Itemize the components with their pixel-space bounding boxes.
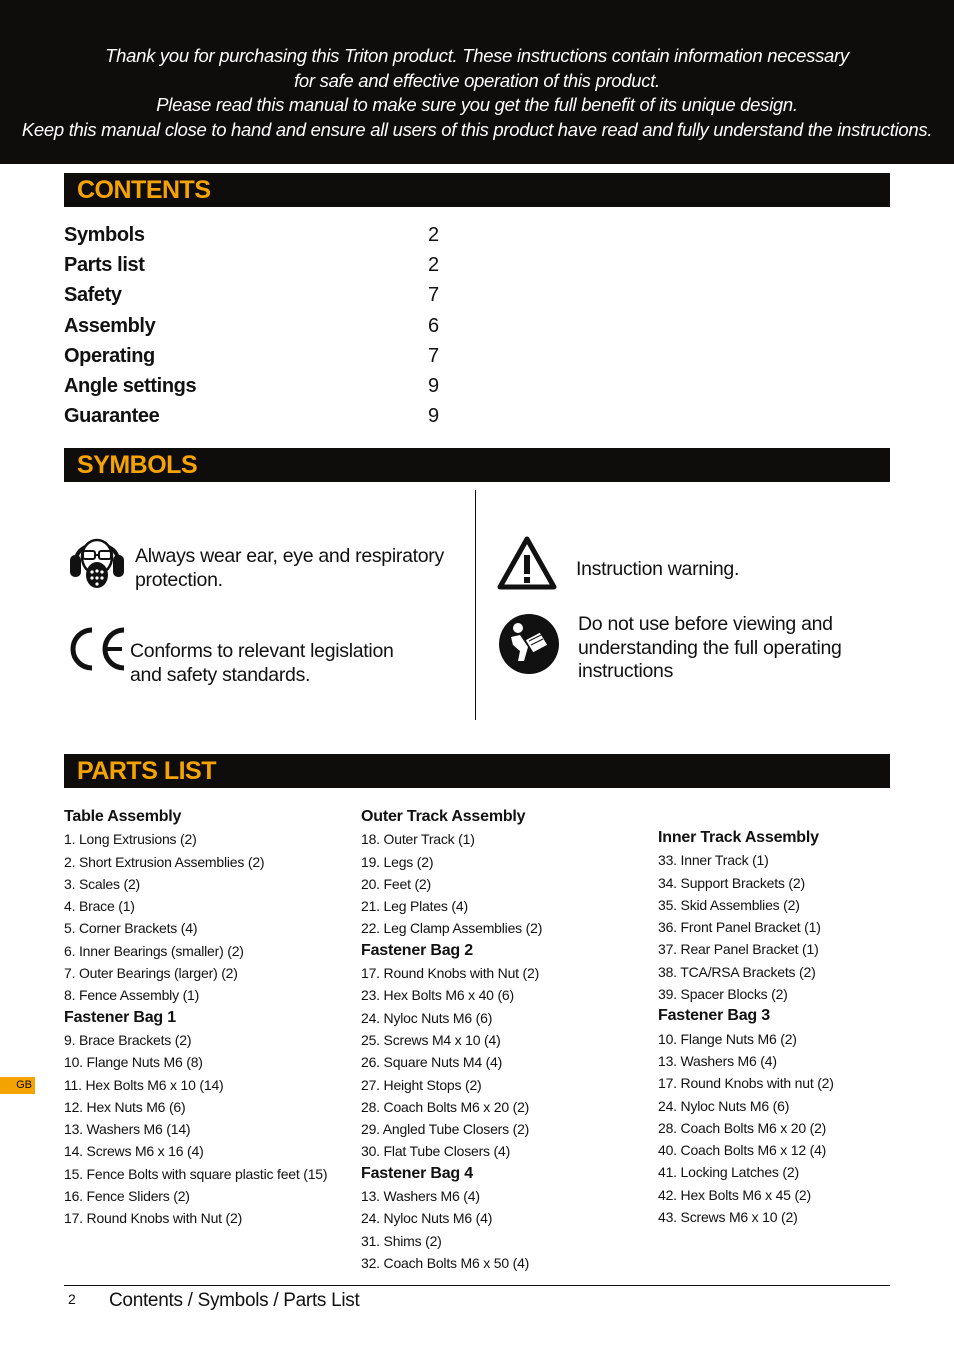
parts-item: 31. Shims (2)	[361, 1232, 442, 1249]
parts-item: 40. Coach Bolts M6 x 12 (4)	[658, 1142, 827, 1159]
parts-item: 12. Hex Nuts M6 (6)	[64, 1098, 186, 1115]
parts-item: 13. Washers M6 (4)	[658, 1052, 777, 1069]
contents-item[interactable]	[64, 250, 444, 280]
contents-item-label: Angle settings	[64, 374, 197, 397]
parts-item: 35. Skid Assemblies (2)	[658, 896, 800, 913]
parts-item: 16. Fence Sliders (2)	[64, 1188, 190, 1205]
contents-item-page: 2	[428, 224, 440, 246]
parts-item: 11. Hex Bolts M6 x 10 (14)	[64, 1076, 224, 1093]
parts-column-2	[361, 806, 641, 1274]
symbols-heading: SYMBOLS	[64, 448, 890, 482]
parts-item: 21. Leg Plates (4)	[361, 898, 468, 915]
intro-line: Please read this manual to make sure you get the full benefit of its unique design.	[156, 94, 798, 116]
contents-item-page: 7	[428, 344, 440, 367]
parts-item: 32. Coach Bolts M6 x 50 (4)	[361, 1254, 530, 1271]
ce-mark-icon	[66, 626, 128, 672]
contents-item-label: Parts list	[64, 254, 145, 277]
contents-item[interactable]	[64, 401, 444, 431]
contents-item[interactable]	[64, 341, 444, 371]
intro-line: Keep this manual close to hand and ensure all users of this product have read and fully understand the instructions.	[21, 118, 933, 140]
parts-heading: PARTS LIST	[64, 754, 890, 788]
parts-item: 26. Square Nuts M4 (4)	[361, 1054, 503, 1071]
parts-item: 15. Fence Bolts with square plastic feet (15)	[64, 1165, 328, 1182]
parts-item: 17. Round Knobs with nut (2)	[658, 1075, 834, 1092]
ce-text: Conforms to relevant legislation and safety standards.	[130, 640, 394, 686]
parts-item: 17. Round Knobs with Nut (2)	[361, 965, 540, 982]
contents-list	[64, 220, 444, 431]
parts-group-heading: Outer Track Assembly	[361, 808, 526, 825]
parts-item: 24. Nyloc Nuts M6 (6)	[361, 1009, 493, 1026]
parts-group-heading: Fastener Bag 4	[361, 1164, 473, 1182]
parts-item: 19. Legs (2)	[361, 853, 434, 870]
warning-triangle-icon	[496, 535, 558, 591]
parts-item: 43. Screws M6 x 10 (2)	[658, 1209, 798, 1226]
parts-item: 22. Leg Clamp Assemblies (2)	[361, 920, 543, 937]
parts-group-heading: Fastener Bag 3	[658, 1007, 770, 1025]
contents-item-label: Guarantee	[64, 405, 160, 428]
protection-text: Always wear ear, eye and respiratory protection.	[135, 545, 444, 591]
parts-item: 3. Scales (2)	[64, 875, 140, 892]
intro-banner	[0, 0, 954, 164]
parts-item: 8. Fence Assembly (1)	[64, 987, 200, 1004]
contents-item-page: 7	[428, 284, 440, 307]
parts-item: 39. Spacer Blocks (2)	[658, 986, 788, 1003]
footer-divider	[64, 1285, 890, 1286]
parts-item: 27. Height Stops (2)	[361, 1076, 482, 1093]
parts-item: 28. Coach Bolts M6 x 20 (2)	[361, 1098, 530, 1115]
contents-item[interactable]	[64, 311, 444, 341]
contents-item[interactable]	[64, 220, 444, 250]
parts-item: 13. Washers M6 (14)	[64, 1121, 191, 1138]
parts-group-heading: Inner Track Assembly	[658, 829, 819, 846]
parts-item: 9. Brace Brackets (2)	[64, 1031, 192, 1048]
read-manual-icon	[498, 613, 560, 675]
parts-item: 38. TCA/RSA Brackets (2)	[658, 963, 816, 980]
parts-item: 4. Brace (1)	[64, 898, 135, 915]
contents-item[interactable]	[64, 280, 444, 310]
parts-column-1	[64, 806, 344, 1230]
parts-column-3	[658, 827, 888, 1228]
parts-item: 30. Flat Tube Closers (4)	[361, 1143, 511, 1160]
parts-item: 24. Nyloc Nuts M6 (4)	[361, 1210, 493, 1227]
intro-line: for safe and effective operation of this product.	[294, 69, 660, 91]
parts-item: 14. Screws M6 x 16 (4)	[64, 1143, 204, 1160]
parts-item: 10. Flange Nuts M6 (2)	[658, 1030, 797, 1047]
contents-heading: CONTENTS	[64, 173, 890, 207]
parts-item: 13. Washers M6 (4)	[361, 1188, 480, 1205]
contents-item-label: Operating	[64, 344, 155, 367]
contents-item-page: 2	[428, 254, 440, 277]
contents-item-page: 9	[428, 374, 440, 397]
contents-item-page: 9	[428, 405, 440, 428]
parts-item: 34. Support Brackets (2)	[658, 874, 805, 891]
parts-item: 42. Hex Bolts M6 x 45 (2)	[658, 1186, 811, 1203]
parts-item: 6. Inner Bearings (smaller) (2)	[64, 942, 244, 959]
parts-item: 36. Front Panel Bracket (1)	[658, 919, 821, 936]
contents-item-label: Assembly	[64, 314, 156, 337]
page-number: 2	[68, 1291, 76, 1307]
footer-section-title: Contents / Symbols / Parts List	[109, 1290, 360, 1311]
contents-item-label: Symbols	[64, 224, 145, 246]
language-tab: GB	[0, 1077, 35, 1094]
contents-item-label: Safety	[64, 284, 122, 307]
intro-line: Thank you for purchasing this Triton product. These instructions contain information necessary	[105, 45, 849, 66]
parts-item: 2. Short Extrusion Assemblies (2)	[64, 853, 265, 870]
contents-item-page: 6	[428, 314, 440, 337]
parts-item: 23. Hex Bolts M6 x 40 (6)	[361, 987, 514, 1004]
parts-item: 29. Angled Tube Closers (2)	[361, 1121, 530, 1138]
parts-item: 33. Inner Track (1)	[658, 852, 769, 869]
parts-group-heading: Fastener Bag 1	[64, 1008, 176, 1026]
manual-text: Do not use before viewing and understanding the full operating instructions	[578, 613, 842, 682]
parts-item: 20. Feet (2)	[361, 875, 431, 892]
parts-item: 24. Nyloc Nuts M6 (6)	[658, 1097, 790, 1114]
parts-item: 25. Screws M4 x 10 (4)	[361, 1031, 501, 1048]
parts-item: 18. Outer Track (1)	[361, 831, 475, 848]
parts-item: 17. Round Knobs with Nut (2)	[64, 1210, 243, 1227]
parts-item: 1. Long Extrusions (2)	[64, 831, 197, 848]
parts-group-heading: Fastener Bag 2	[361, 941, 473, 959]
parts-item: 10. Flange Nuts M6 (8)	[64, 1054, 203, 1071]
warning-text: Instruction warning.	[576, 558, 740, 580]
parts-item: 37. Rear Panel Bracket (1)	[658, 941, 819, 958]
ear-eye-respiratory-protection-icon	[68, 531, 126, 595]
parts-item: 28. Coach Bolts M6 x 20 (2)	[658, 1119, 827, 1136]
parts-item: 5. Corner Brackets (4)	[64, 920, 198, 937]
symbols-divider	[475, 490, 476, 720]
parts-item: 41. Locking Latches (2)	[658, 1164, 799, 1181]
parts-group-heading: Table Assembly	[64, 808, 182, 825]
parts-item: 7. Outer Bearings (larger) (2)	[64, 965, 238, 982]
contents-item[interactable]	[64, 371, 444, 401]
